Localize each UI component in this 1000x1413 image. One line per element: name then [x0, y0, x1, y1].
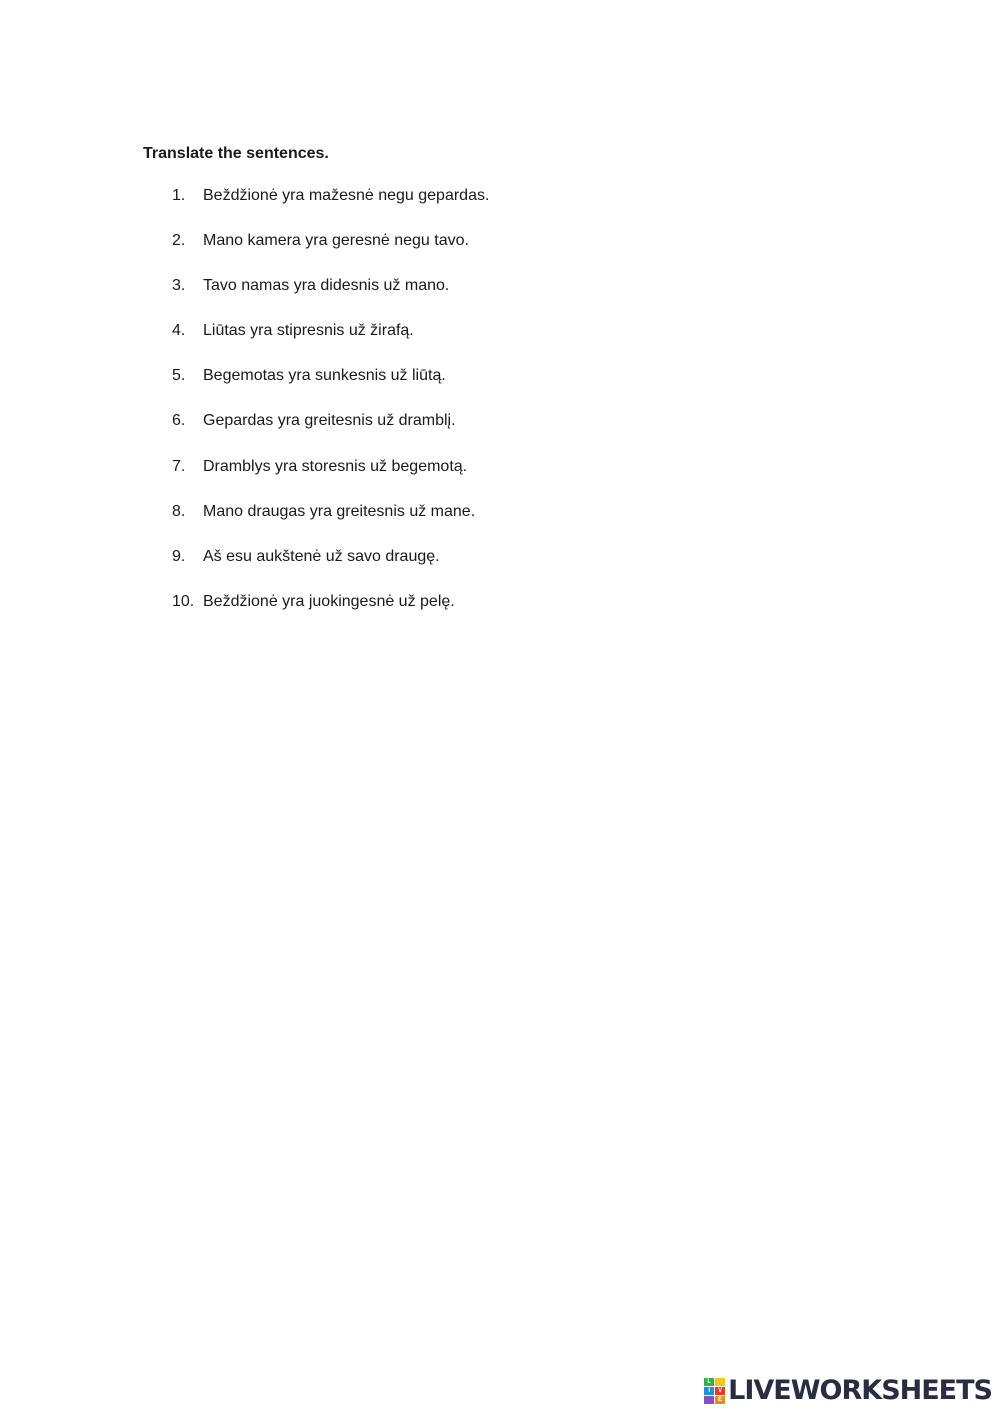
- sentence-number: 8.: [172, 502, 186, 520]
- sentence-text: Begemotas yra sunkesnis už liūtą.: [203, 367, 446, 385]
- liveworksheets-logo-icon: [704, 1378, 725, 1404]
- sentence-number: 9.: [172, 547, 186, 565]
- sentence-text: Liūtas yra stipresnis už žirafą.: [203, 322, 414, 340]
- sentence-number: 5.: [172, 367, 186, 385]
- logo-tile: [704, 1396, 714, 1404]
- sentence-text: Tavo namas yra didesnis už mano.: [203, 277, 450, 295]
- logo-tile: L: [704, 1378, 714, 1386]
- liveworksheets-wordmark: LIVEWORKSHEETS: [728, 1375, 992, 1406]
- sentence-number: 7.: [172, 457, 186, 475]
- sentence-text: Gepardas yra greitesnis už dramblį.: [203, 412, 456, 430]
- instruction-heading: Translate the sentences.: [143, 145, 329, 162]
- liveworksheets-watermark: [704, 1374, 992, 1408]
- sentence-text: Mano kamera yra geresnė negu tavo.: [203, 232, 469, 250]
- sentence-number: 3.: [172, 277, 186, 295]
- sentence-text: Dramblys yra storesnis už begemotą.: [203, 457, 468, 475]
- logo-tile: I: [704, 1387, 714, 1395]
- sentence-number: 10.: [172, 592, 195, 610]
- sentence-text: Beždžionė yra juokingesnė už pelę.: [203, 592, 455, 610]
- logo-tile: V: [715, 1387, 725, 1395]
- sentence-text: Mano draugas yra greitesnis už mane.: [203, 502, 476, 520]
- logo-tile: E: [715, 1396, 725, 1404]
- sentence-text: Beždžionė yra mažesnė negu gepardas.: [203, 187, 490, 204]
- sentence-number: 2.: [172, 232, 186, 250]
- sentence-number: 6.: [172, 412, 186, 430]
- sentence-number: 1.: [172, 187, 186, 204]
- sentence-text: Aš esu aukštenė už savo draugę.: [203, 547, 440, 565]
- logo-tile: [715, 1378, 725, 1386]
- sentence-number: 4.: [172, 322, 186, 340]
